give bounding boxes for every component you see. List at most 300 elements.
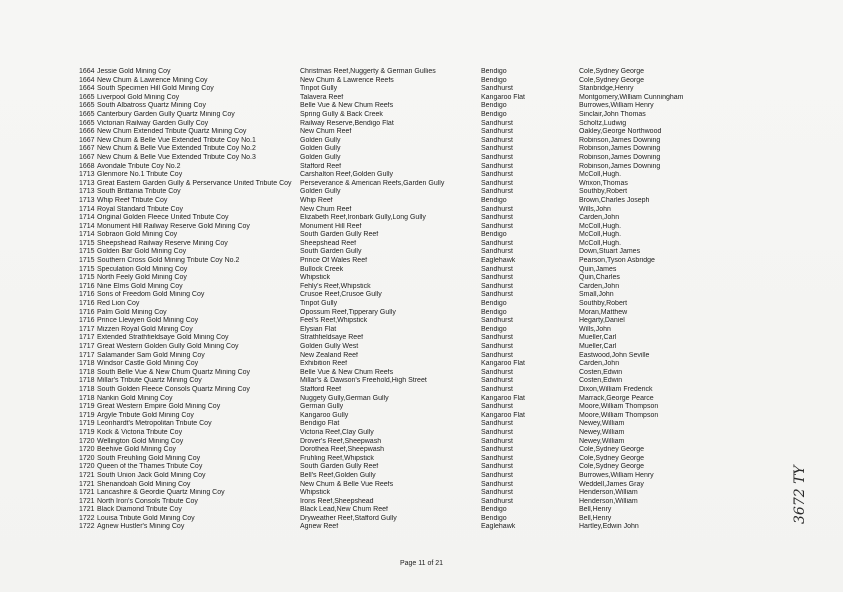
mine-location: South Garden Gully Reef (300, 463, 379, 471)
company-name: Avondale Tribute Coy No.2 (97, 162, 181, 170)
row-number: 1720 (79, 454, 95, 462)
district: Sandhurst (481, 119, 513, 127)
table-row (79, 188, 779, 197)
registrant-name: Cole,Sydney George (579, 76, 644, 84)
company-name: Leonhardt's Metropolitan Tribute Coy (97, 420, 212, 428)
registrant-name: Moore,William Thompson (579, 403, 659, 411)
row-number: 1721 (79, 506, 95, 514)
table-row (79, 171, 779, 180)
mine-location: Agnew Reef (300, 523, 339, 531)
table-row (79, 231, 779, 240)
table-row (79, 137, 779, 146)
company-name: Black Diamond Tribute Coy (97, 506, 182, 514)
table-row (79, 489, 779, 498)
table-row (79, 180, 779, 189)
row-number: 1668 (79, 162, 95, 170)
mine-location: Golden Gully (300, 136, 341, 144)
registrant-name: Cole,Sydney George (579, 446, 644, 454)
company-name: South Brittania Tribute Coy (97, 188, 181, 196)
registrant-name: McColl,Hugh. (579, 171, 622, 179)
registrant-name: McColl,Hugh. (579, 239, 622, 247)
district: Sandhurst (481, 128, 513, 136)
company-name: South Albatross Quartz Mining Coy (97, 102, 206, 110)
registrant-name: Robinson,James Downing (579, 136, 661, 144)
registrant-name: Carden,John (579, 282, 620, 290)
mine-location: Bell's Reef,Golden Gully (300, 471, 376, 479)
district: Sandhurst (481, 265, 513, 273)
district: Sandhurst (481, 480, 513, 488)
mine-location: Strathfieldsaye Reef (300, 334, 364, 342)
row-number: 1721 (79, 497, 95, 505)
table-row (79, 412, 779, 421)
registrant-name: Henderson,William (579, 497, 638, 505)
table-row (79, 472, 779, 481)
company-name: Lancashire & Geordie Quartz Mining Coy (97, 489, 225, 497)
registrant-name: Mueller,Carl (579, 334, 617, 342)
company-name: Monument Hill Railway Reserve Gold Mining Coy (97, 222, 250, 230)
district: Sandhurst (481, 188, 513, 196)
table-row (79, 386, 779, 395)
registrant-name: Small,John (579, 291, 614, 299)
table-row (79, 360, 779, 369)
registrant-name: Robinson,James Downing (579, 153, 661, 161)
table-row (79, 77, 779, 86)
mine-location: German Gully (300, 403, 344, 411)
table-row (79, 85, 779, 94)
row-number: 1665 (79, 102, 95, 110)
row-number: 1664 (79, 76, 95, 84)
table-row (79, 317, 779, 326)
company-name: South Belle Vue & New Chum Quartz Mining Coy (97, 368, 251, 376)
company-name: Sheepshead Railway Reserve Mining Coy (97, 239, 228, 247)
district: Sandhurst (481, 179, 513, 187)
row-number: 1715 (79, 257, 95, 265)
registrant-name: Dixon,William Frederick (579, 385, 653, 393)
district: Eaglehawk (481, 257, 516, 265)
table-row (79, 506, 779, 515)
table-row (79, 455, 779, 464)
mine-location: Victoria Reef,Clay Gully (300, 428, 374, 436)
company-name: Great Western Empire Gold Mining Coy (97, 403, 221, 411)
registrant-name: Stanbridge,Henry (579, 85, 634, 93)
row-number: 1666 (79, 128, 95, 136)
company-name: Kock & Victoria Tribute Coy (97, 428, 183, 436)
company-name: Liverpool Gold Mining Coy (97, 93, 180, 101)
table-row (79, 352, 779, 361)
mine-location: South Garden Gully Reef (300, 231, 379, 239)
table-row (79, 266, 779, 275)
table-row (79, 395, 779, 404)
district: Sandhurst (481, 317, 513, 325)
company-name: Sons of Freedom Gold Mining Coy (97, 291, 205, 299)
row-number: 1718 (79, 394, 95, 402)
mine-location: Black Lead,New Chum Reef (300, 506, 388, 514)
registrant-name: Down,Stuart James (579, 248, 641, 256)
row-number: 1719 (79, 420, 95, 428)
row-number: 1715 (79, 265, 95, 273)
registrant-name: Quin,James (579, 265, 617, 273)
company-name: New Chum & Belle Vue Extended Tribute Coy No.2 (97, 145, 256, 153)
table-row (79, 283, 779, 292)
registrant-name: Carden,John (579, 214, 620, 222)
row-number: 1665 (79, 119, 95, 127)
mine-location: Golden Gully West (300, 343, 359, 350)
registrant-name: Costen,Edwin (579, 368, 623, 376)
row-number: 1713 (79, 196, 95, 204)
registrant-name: Eastwood,John Seville (579, 351, 650, 359)
registrant-name: Henderson,William (579, 489, 638, 497)
company-name: Whip Reef Tribute Coy (97, 196, 168, 204)
company-name: Jessie Gold Mining Coy (97, 68, 171, 75)
mine-location: Whip Reef (300, 196, 333, 204)
district: Sandhurst (481, 385, 513, 393)
district: Kangaroo Flat (481, 394, 525, 402)
row-number: 1716 (79, 317, 95, 325)
mine-location: Golden Gully (300, 145, 341, 153)
district: Sandhurst (481, 222, 513, 230)
registrant-name: Brown,Charles Joseph (579, 196, 650, 204)
company-name: Prince Llewyen Gold Mining Coy (97, 317, 199, 325)
district: Sandhurst (481, 454, 513, 462)
registrant-name: Wrixon,Thomas (579, 179, 628, 187)
district: Sandhurst (481, 446, 513, 454)
company-name: Louisa Tribute Gold Mining Coy (97, 514, 195, 522)
row-number: 1713 (79, 179, 95, 187)
company-name: Great Western Golden Gully Gold Mining Coy (97, 343, 239, 350)
table-row (79, 377, 779, 386)
table-row (79, 214, 779, 223)
table-row (79, 128, 779, 137)
mine-location: Perseverance & American Reefs,Garden Gully (300, 179, 445, 187)
row-number: 1717 (79, 325, 95, 333)
registrant-name: Sinclair,John Thomas (579, 110, 646, 118)
district: Bendigo (481, 514, 507, 522)
registrant-name: Bell,Henry (579, 506, 612, 514)
row-number: 1721 (79, 489, 95, 497)
district: Sandhurst (481, 282, 513, 290)
company-name: Royal Standard Tribute Coy (97, 205, 183, 213)
mine-location: Kangaroo Gully (300, 411, 349, 419)
table-row (79, 68, 779, 77)
district: Bendigo (481, 110, 507, 118)
mine-location: Opossum Reef,Tipperary Gully (300, 308, 396, 316)
company-name: Victorian Railway Garden Gully Coy (97, 119, 209, 127)
registrant-name: Oakley,George Northwood (579, 128, 662, 136)
registrant-name: Scholtz,Ludwig (579, 119, 627, 127)
table-row (79, 343, 779, 352)
row-number: 1667 (79, 145, 95, 153)
registrant-name: Hegarty,Daniel (579, 317, 625, 325)
row-number: 1722 (79, 514, 95, 522)
row-number: 1719 (79, 411, 95, 419)
table-row (79, 334, 779, 343)
mine-location: New Chum & Lawrence Reefs (300, 76, 394, 84)
company-name: Canterbury Garden Gully Quartz Mining Coy (97, 110, 235, 118)
handwritten-annotation: 3672 TY (792, 465, 808, 524)
mine-location: Whipstick (300, 489, 330, 497)
registrant-name: Robinson,James Downing (579, 145, 661, 153)
district: Bendigo (481, 76, 507, 84)
company-name: Nankin Gold Mining Coy (97, 394, 173, 402)
company-name: Windsor Castle Gold Mining Coy (97, 360, 199, 368)
company-name: South Freuhling Gold Mining Coy (97, 454, 201, 462)
district: Bendigo (481, 325, 507, 333)
registrant-name: Weddell,James Gray (579, 480, 644, 488)
row-number: 1716 (79, 300, 95, 308)
table-row (79, 223, 779, 232)
district: Sandhurst (481, 85, 513, 93)
district: Bendigo (481, 308, 507, 316)
row-number: 1667 (79, 136, 95, 144)
row-number: 1717 (79, 351, 95, 359)
table-row (79, 446, 779, 455)
mine-location: Drover's Reef,Sheepwash (300, 437, 382, 445)
company-name: Glenmore No.1 Tribute Coy (97, 171, 183, 179)
row-number: 1722 (79, 523, 95, 531)
company-name: North Iron's Consols Tribute Coy (97, 497, 198, 505)
mine-location: Prince Of Wales Reef (300, 257, 368, 265)
row-number: 1719 (79, 428, 95, 436)
table-row (79, 240, 779, 249)
company-name: Speculation Gold Mining Coy (97, 265, 188, 273)
registrant-name: McColl,Hugh. (579, 222, 622, 230)
row-number: 1718 (79, 377, 95, 385)
row-number: 1714 (79, 231, 95, 239)
district: Bendigo (481, 231, 507, 239)
mine-location: Carshalton Reef,Golden Gully (300, 171, 393, 179)
row-number: 1718 (79, 368, 95, 376)
mine-location: Fruhling Reef,Whipstick (300, 454, 374, 462)
district: Sandhurst (481, 463, 513, 471)
row-number: 1714 (79, 205, 95, 213)
row-number: 1719 (79, 403, 95, 411)
registrant-name: Cole,Sydney George (579, 463, 644, 471)
mine-location: Christmas Reef,Nuggerty & German Gullies (300, 68, 436, 75)
table-row (79, 274, 779, 283)
registrant-name: Southby,Robert (579, 300, 628, 308)
mine-location: Tinpot Gully (300, 300, 338, 308)
row-number: 1664 (79, 68, 95, 75)
company-name: Nine Elms Gold Mining Coy (97, 282, 183, 290)
table-row (79, 206, 779, 215)
company-name: Great Eastern Garden Gully & Perservance United Tribute Coy (97, 179, 292, 187)
row-number: 1717 (79, 343, 95, 350)
district: Kangaroo Flat (481, 93, 525, 101)
table-row (79, 163, 779, 172)
row-number: 1716 (79, 291, 95, 299)
mine-location: Elizabeth Reef,Ironbark Gully,Long Gully (300, 214, 426, 222)
district: Sandhurst (481, 368, 513, 376)
company-name: New Chum Extended Tribute Quartz Mining Coy (97, 128, 247, 136)
district: Sandhurst (481, 291, 513, 299)
registrant-name: Pearson,Tyson Asbridge (579, 257, 655, 265)
district: Sandhurst (481, 136, 513, 144)
table-row (79, 111, 779, 120)
registrant-name: Newey,William (579, 420, 625, 428)
district: Sandhurst (481, 162, 513, 170)
row-number: 1714 (79, 222, 95, 230)
mine-location: Golden Gully (300, 188, 341, 196)
page-number: Page 11 of 21 (399, 560, 444, 567)
registrant-name: Costen,Edwin (579, 377, 623, 385)
row-number: 1715 (79, 239, 95, 247)
district: Sandhurst (481, 351, 513, 359)
district: Bendigo (481, 300, 507, 308)
district: Sandhurst (481, 420, 513, 428)
registrant-name: Burrowes,William Henry (579, 102, 654, 110)
company-name: Red Lion Coy (97, 300, 140, 308)
register-table (79, 68, 779, 532)
registrant-name: Cole,Sydney George (579, 68, 644, 75)
registrant-name: Newey,William (579, 428, 625, 436)
registrant-name: Moore,William Thompson (579, 411, 659, 419)
district: Sandhurst (481, 153, 513, 161)
mine-location: Stafford Reef (300, 162, 342, 170)
registrant-name: Quin,Charles (579, 274, 620, 282)
mine-location: Bendigo Flat (300, 420, 340, 428)
company-name: New Chum & Lawrence Mining Coy (97, 76, 208, 84)
registrant-name: Mueller,Carl (579, 343, 617, 350)
company-name: Extended Strathfieldsaye Gold Mining Coy (97, 334, 229, 342)
registrant-name: Newey,William (579, 437, 625, 445)
district: Sandhurst (481, 489, 513, 497)
mine-location: Dryweather Reef,Stafford Gully (300, 514, 397, 522)
mine-location: Belle Vue & New Chum Reefs (300, 368, 394, 376)
company-name: Salamander Sam Gold Mining Coy (97, 351, 205, 359)
mine-location: Golden Gully (300, 153, 341, 161)
row-number: 1718 (79, 385, 95, 393)
row-number: 1717 (79, 334, 95, 342)
registrant-name: Robinson,James Downing (579, 162, 661, 170)
mine-location: Talavera Reef (300, 93, 344, 101)
table-row (79, 145, 779, 154)
company-name: Mizzen Royal Gold Mining Coy (97, 325, 193, 333)
registrant-name: Southby,Robert (579, 188, 628, 196)
company-name: Queen of the Thames Tribute Coy (97, 463, 203, 471)
company-name: Sobraon Gold Mining Coy (97, 231, 178, 239)
table-row (79, 300, 779, 309)
registrant-name: Wills,John (579, 325, 611, 333)
table-row (79, 197, 779, 206)
row-number: 1721 (79, 480, 95, 488)
table-row (79, 94, 779, 103)
district: Sandhurst (481, 334, 513, 342)
company-name: New Chum & Belle Vue Extended Tribute Coy No.3 (97, 153, 256, 161)
company-name: Southern Cross Gold Mining Tribute Coy No.2 (97, 257, 240, 265)
district: Kangaroo Flat (481, 360, 525, 368)
company-name: Original Golden Fleece United Tribute Coy (97, 214, 229, 222)
row-number: 1716 (79, 308, 95, 316)
table-row (79, 369, 779, 378)
mine-location: Irons Reef,Sheepshead (300, 497, 374, 505)
mine-location: Tinpot Gully (300, 85, 338, 93)
company-name: North Feely Gold Mining Coy (97, 274, 187, 282)
district: Sandhurst (481, 497, 513, 505)
row-number: 1720 (79, 446, 95, 454)
registrant-name: McColl,Hugh. (579, 231, 622, 239)
row-number: 1715 (79, 248, 95, 256)
registrant-name: Marrack,George Pearce (579, 394, 654, 402)
registrant-name: Bell,Henry (579, 514, 612, 522)
row-number: 1713 (79, 171, 95, 179)
company-name: South Specimen Hill Gold Mining Coy (97, 85, 214, 93)
mine-location: Feel's Reef,Whipstick (300, 317, 368, 325)
district: Bendigo (481, 506, 507, 514)
table-row (79, 154, 779, 163)
district: Sandhurst (481, 145, 513, 153)
district: Sandhurst (481, 171, 513, 179)
row-number: 1665 (79, 110, 95, 118)
table-row (79, 403, 779, 412)
row-number: 1715 (79, 274, 95, 282)
registrant-name: Cole,Sydney George (579, 454, 644, 462)
table-row (79, 463, 779, 472)
row-number: 1720 (79, 437, 95, 445)
mine-location: Crusoe Reef,Crusoe Gully (300, 291, 382, 299)
company-name: Golden Bar Gold Mining Coy (97, 248, 187, 256)
mine-location: Stafford Reef (300, 385, 342, 393)
mine-location: New Zealand Reef (300, 351, 358, 359)
registrant-name: Hartley,Edwin John (579, 523, 639, 531)
row-number: 1721 (79, 471, 95, 479)
mine-location: Monument Hill Reef (300, 222, 362, 230)
row-number: 1716 (79, 282, 95, 290)
mine-location: Fehly's Reef,Whipstick (300, 282, 371, 290)
district: Sandhurst (481, 377, 513, 385)
mine-location: Railway Reserve,Bendigo Flat (300, 119, 394, 127)
mine-location: Dorothea Reef,Sheepwash (300, 446, 385, 454)
table-row (79, 429, 779, 438)
registrant-name: Wills,John (579, 205, 611, 213)
mine-location: South Garden Gully (300, 248, 362, 256)
mine-location: Exhibition Reef (300, 360, 348, 368)
table-row (79, 523, 779, 532)
mine-location: Millar's & Dawson's Freehold,High Street (300, 377, 427, 385)
district: Sandhurst (481, 428, 513, 436)
table-row (79, 309, 779, 318)
district: Sandhurst (481, 274, 513, 282)
company-name: Shenandoah Gold Mining Coy (97, 480, 191, 488)
table-row (79, 326, 779, 335)
district: Sandhurst (481, 343, 513, 350)
row-number: 1664 (79, 85, 95, 93)
company-name: South Golden Fleece Consols Quartz Mining Coy (97, 385, 250, 393)
company-name: Argyle Tribute Gold Mining Coy (97, 411, 194, 419)
company-name: Beehive Gold Mining Coy (97, 446, 176, 454)
mine-location: Bullock Creek (300, 265, 344, 273)
company-name: Agnew Hustler's Mining Coy (97, 523, 185, 531)
district: Kangaroo Flat (481, 411, 525, 419)
registrant-name: Moran,Matthew (579, 308, 628, 316)
registrant-name: Carden,John (579, 360, 620, 368)
mine-location: Nuggety Gully,German Gully (300, 394, 389, 402)
table-row (79, 257, 779, 266)
row-number: 1714 (79, 214, 95, 222)
district: Sandhurst (481, 214, 513, 222)
table-row (79, 515, 779, 524)
district: Bendigo (481, 102, 507, 110)
district: Bendigo (481, 68, 507, 75)
mine-location: New Chum Reef (300, 128, 352, 136)
row-number: 1665 (79, 93, 95, 101)
table-row (79, 102, 779, 111)
table-row (79, 248, 779, 257)
mine-location: Sheepshead Reef (300, 239, 357, 247)
company-name: Millar's Tribute Quartz Mining Coy (97, 377, 202, 385)
district: Sandhurst (481, 239, 513, 247)
mine-location: Spring Gully & Back Creek (300, 110, 383, 118)
district: Sandhurst (481, 437, 513, 445)
